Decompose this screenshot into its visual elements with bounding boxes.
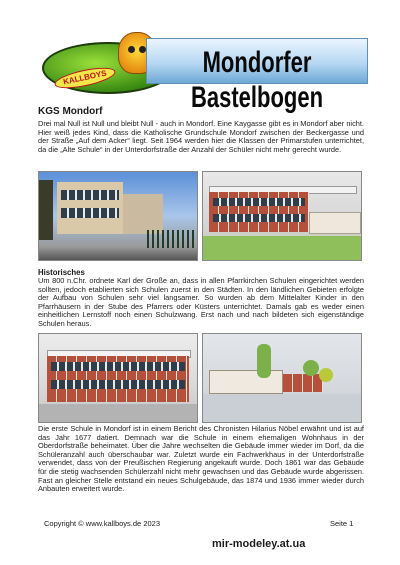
model-window-band [213,198,305,206]
page-title: KGS Mondorf [38,106,103,117]
model-hall [209,370,283,394]
model-tree [319,368,333,382]
model-ground [203,394,361,422]
model-window-band [51,380,185,389]
photo-model-building-1 [202,171,362,261]
photo-model-building-2 [38,333,198,423]
model-tree [257,344,271,378]
watermark-text: mir-modeley.at.ua [212,538,306,550]
intro-paragraph: Drei mal Null ist Null und bleibt Null - auch in Mondorf. Eine Kaygasse gibt es in Mondorf aber nicht. Hier weiß jedes Kind, dass die Katholische Grundschule Mondorf zwischen der Beckergasse und der Straße „Auf dem Acker“ liegt. Seit 1964 werden hier die Klassen der Primarstufen unterrichtet, da die „Alte Schule“ in der Unterdorfstraße der Anzahl der Schüler nicht mehr gerecht wurde. [38,119,364,154]
banner-text: Mondorfer Bastelbogen [190,45,324,114]
model-wing [309,212,361,234]
tree-shape [39,180,53,240]
title-banner [146,38,368,114]
window-band [61,208,119,218]
model-window-band [51,362,185,371]
page-number: Seite 1 [330,519,354,528]
window-band [61,190,119,200]
model-window-band [213,214,305,222]
model-ground [39,404,197,422]
building-side [123,194,163,234]
first-school-paragraph: Die erste Schule in Mondorf ist in einem Bericht des Chronisten Hilarius Nöbel erwähnt und ist auf das Jahr 1677 datiert. Demnach war die Schule in einem ehemaligen Wohnhaus in der Oberdorfstraße beheimatet. Über die Jahre wechselten die Gebäude immer wieder im Dorf, da die Schüleranzahl auch überschaubar war. Zuletzt wurde ein Fachwerkhaus in der Unterdorfstraße verwendet, dass von der Preußischen Regierung angekauft wurde. Doch 1861 war das Gebäude für die stetig wachsenden Schülerzahl nicht mehr gewachsen und das Gebäude wurde abgerissen. Fast an gleicher Stelle entstand ein neues Schulgebäude, das 1874 und 1936 immer wieder durch Anbauten erweitert wurde. [38,424,364,494]
model-wall [283,374,323,392]
photo-model-building-3 [202,333,362,423]
fence-shape [147,230,197,248]
model-tree [303,360,319,376]
history-paragraph: Um 800 n.Chr. ordnete Karl der Große an, dass in allen Pfarrkirchen Schulen eingerichtet werden sollten, jedoch etablierten sich Schulen zuerst in den Städten. In den ländlichen Gebieten erfolgte der Aufbau von Schulen sehr viel langsamer. So wurden ab dem Mittelalter Kinder in den Pfarrhäusern in der Stube des Pfarrers oder Küsters unterrichtet. Damals gab es weder einen einheitlichen Lernstoff noch einen Schulzwang. Erst nach und nach bildeten sich eigenständige Schulen heraus. [38,276,364,328]
photo-real-school [38,171,198,261]
model-lawn [203,236,361,260]
section-heading: Historisches [38,268,85,277]
logo-text: KALLBOYS [53,64,117,93]
copyright-text: Copyright © www.kallboys.de 2023 [44,519,161,528]
